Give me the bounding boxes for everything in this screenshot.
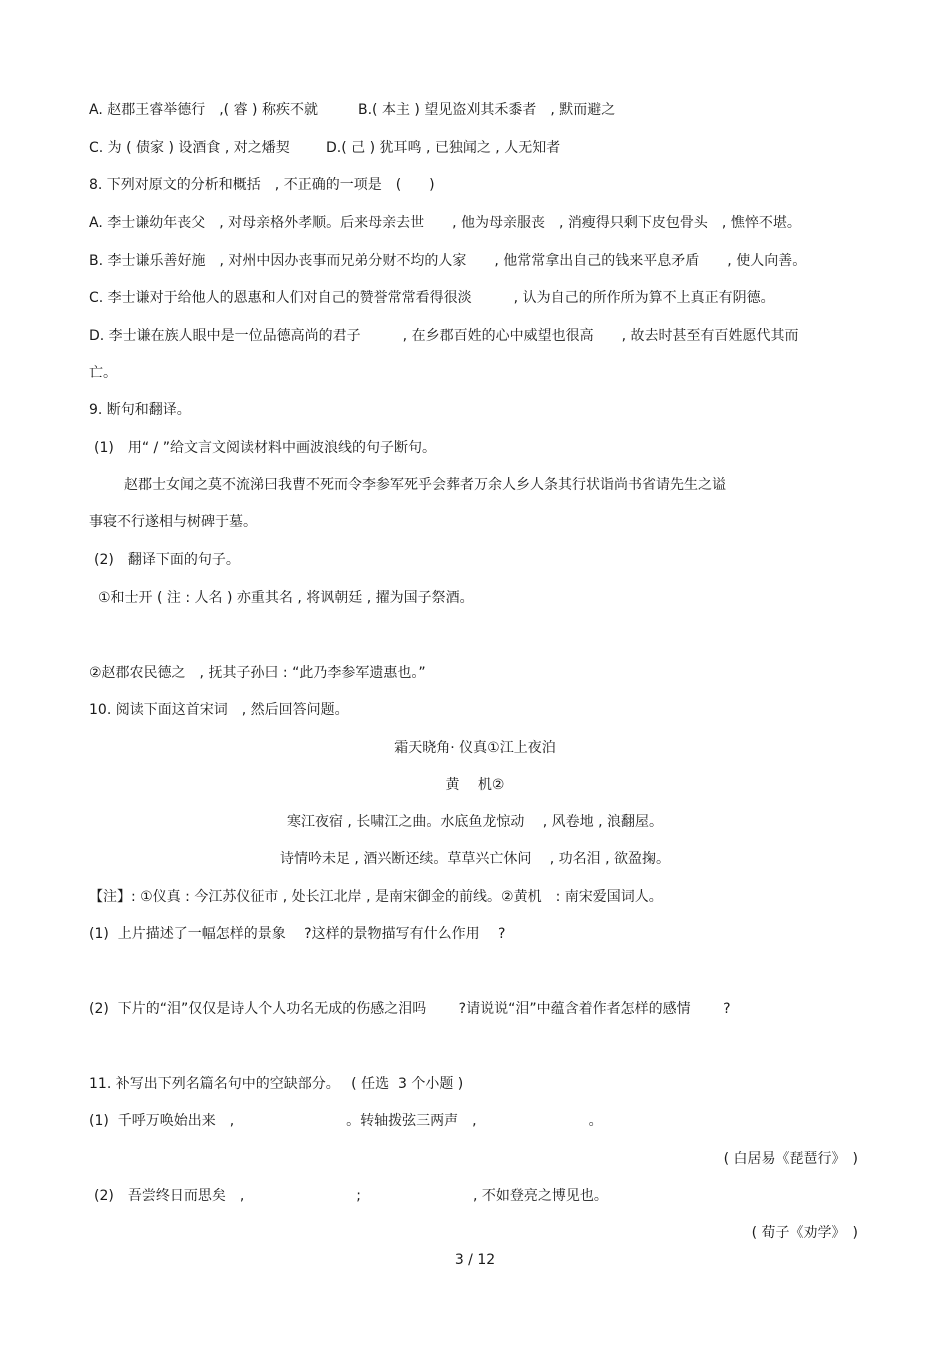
- q9-sentence-2: ②赵郡农民德之 , 抚其子孙曰 : “此乃李参军遗惠也。”: [89, 665, 426, 681]
- q11-stem: 11. 补写出下列名篇名句中的空缺部分。 ( 任选 3 个小题 ): [89, 1076, 464, 1092]
- q8-option-a: A. 李士谦幼年丧父 , 对母亲格外孝顺。后来母亲去世 , 他为母亲服丧 , 消瘦得只剩下皮包骨头 , 憔悴不堪。: [89, 215, 801, 231]
- q8-option-d-line1: D. 李士谦在族人眼中是一位品德高尚的君子 , 在乡郡百姓的心中威望也很高 , 故去时甚至有百姓愿代其而: [89, 328, 799, 344]
- poem-note: 【注】: ①仪真 : 今江苏仪征市 , 处长江北岸 , 是南宋御金的前线。②黄机 : 南宋爱国词人。: [89, 889, 663, 905]
- q7-option-a: A. 赵郡王睿举德行 ,( 睿 ) 称疾不就: [89, 102, 318, 118]
- q10-part1: (1) 上片描述了一幅怎样的景象 ?这样的景物描写有什么作用 ?: [89, 926, 506, 942]
- q9-part2-stem: (2) 翻译下面的句子。: [94, 552, 240, 568]
- poem-line-2: 诗情吟未足 , 酒兴断还续。草草兴亡休问 , 功名泪 , 欲盈掬。: [279, 851, 671, 867]
- q9-part1-stem: (1) 用“ / ”给文言文阅读材料中画波浪线的句子断句。: [94, 440, 436, 456]
- q9-stem: 9. 断句和翻译。: [89, 402, 191, 418]
- q8-option-d-line2: 亡。: [89, 365, 117, 381]
- q11-part1-source: ( 白居易《琵琶行》 ): [723, 1151, 858, 1167]
- poem-title: 霜天晓角· 仪真①江上夜泊: [394, 740, 556, 756]
- q11-part1: (1) 千呼万唤始出来 , 。转轴拨弦三两声 , 。: [89, 1113, 603, 1129]
- q7-option-c: C. 为 ( 债家 ) 设酒食 , 对之燔契: [89, 140, 290, 156]
- q10-stem: 10. 阅读下面这首宋词 , 然后回答问题。: [89, 702, 349, 718]
- q10-part2: (2) 下片的“泪”仅仅是诗人个人功名无成的伤感之泪吗 ?请说说“泪”中蕴含着作者怎样的感情 ?: [89, 1001, 731, 1017]
- page-number: 3 / 12: [454, 1252, 496, 1268]
- q9-sentence-1: ①和士开 ( 注 : 人名 ) 亦重其名 , 将讽朝廷 , 擢为国子祭酒。: [98, 590, 474, 606]
- q9-passage-line1: 赵郡士女闻之莫不流涕曰我曹不死而令李参军死乎会葬者万余人乡人条其行状诣尚书省请先生之谥: [124, 477, 726, 493]
- q7-option-d: D.( 己 ) 犹耳鸣 , 已独闻之 , 人无知者: [326, 140, 561, 156]
- q9-passage-line2: 事寝不行遂相与树碑于墓。: [89, 514, 257, 530]
- poem-line-1: 寒江夜宿 , 长啸江之曲。水底鱼龙惊动 , 风卷地 , 浪翻屋。: [286, 814, 664, 830]
- q11-part2-source: ( 荀子《劝学》 ): [751, 1225, 858, 1241]
- q8-option-c: C. 李士谦对于给他人的恩惠和人们对自己的赞誉常常看得很淡 , 认为自己的所作所为算不上真正有阴德。: [89, 290, 775, 306]
- q7-option-b: B.( 本主 ) 望见盗刈其禾黍者 , 默而避之: [358, 102, 616, 118]
- q8-stem: 8. 下列对原文的分析和概括 , 不正确的一项是 ( ): [89, 177, 435, 193]
- poem-author: 黄 机②: [445, 777, 505, 793]
- q8-option-b: B. 李士谦乐善好施 , 对州中因办丧事而兄弟分财不均的人家 , 他常常拿出自己的钱来平息矛盾 , 使人向善。: [89, 253, 807, 269]
- q11-part2: (2) 吾尝终日而思矣 , ; , 不如登亮之博见也。: [94, 1188, 608, 1204]
